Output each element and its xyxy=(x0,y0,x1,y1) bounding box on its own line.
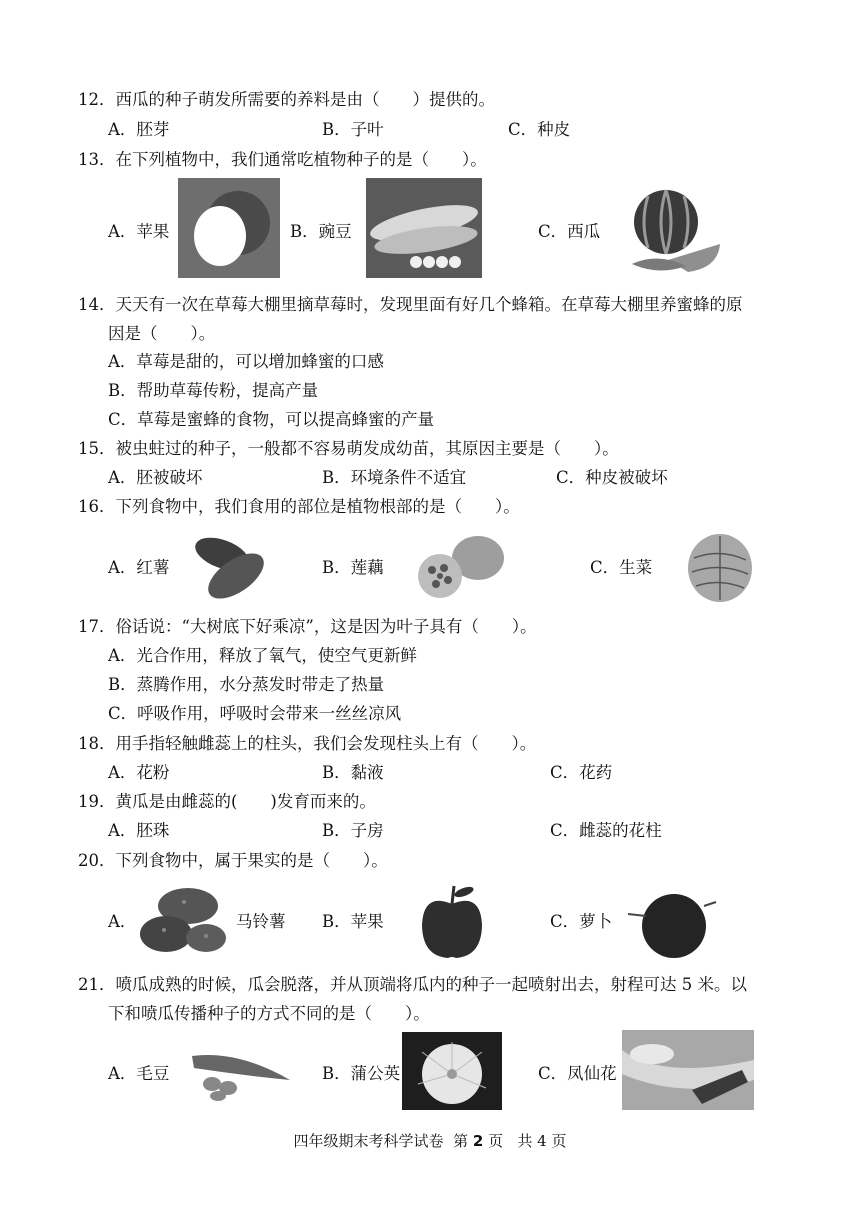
question-15-stem: 15．被虫蛀过的种子，一般都不容易萌发成幼苗，其原因主要是（ ）。 xyxy=(78,439,619,458)
question-18-option-b: B．黏液 xyxy=(322,763,384,782)
sweet-potato-image xyxy=(188,528,274,600)
question-18-option-a: A．花粉 xyxy=(108,763,170,782)
question-13-stem: 13．在下列植物中，我们通常吃植物种子的是（ ）。 xyxy=(78,150,487,169)
question-19-option-a: A．胚珠 xyxy=(108,821,170,840)
footer-exam-title: 四年级期末考科学试卷 xyxy=(293,1132,444,1150)
question-13-option-c: C．西瓜 xyxy=(538,222,601,241)
question-19-stem: 19．黄瓜是由雌蕊的( )发育而来的。 xyxy=(78,792,376,811)
footer-page-pre: 第 xyxy=(453,1132,469,1150)
question-20-option-a: A． xyxy=(108,912,137,931)
question-15-option-b: B．环境条件不适宜 xyxy=(322,468,467,487)
question-12-option-a: A．胚芽 xyxy=(108,120,170,139)
lotus-root-image xyxy=(408,528,512,602)
question-21-stem-line2: 下和喷瓜传播种子的方式不同的是（ ）。 xyxy=(108,1004,430,1023)
question-17-option-b: B．蒸腾作用，水分蒸发时带走了热量 xyxy=(108,675,385,694)
question-17-stem: 17．俗话说：“大树底下好乘凉”，这是因为叶子具有（ ）。 xyxy=(78,617,537,636)
question-16-option-c: C．生菜 xyxy=(590,558,653,577)
question-12-stem: 12．西瓜的种子萌发所需要的养料是由（ ）提供的。 xyxy=(78,90,495,109)
question-13-option-a: A．苹果 xyxy=(108,222,170,241)
question-16-stem: 16．下列食物中，我们食用的部位是植物根部的是（ ）。 xyxy=(78,497,520,516)
lettuce-image xyxy=(684,528,754,606)
question-17-option-c: C．呼吸作用，呼吸时会带来一丝丝凉风 xyxy=(108,704,402,723)
question-14-option-c: C．草莓是蜜蜂的食物，可以提高蜂蜜的产量 xyxy=(108,410,435,429)
question-20-stem: 20．下列食物中，属于果实的是（ ）。 xyxy=(78,851,388,870)
question-17-option-a: A．光合作用，释放了氧气，使空气更新鲜 xyxy=(108,646,417,665)
question-13-option-b: B．豌豆 xyxy=(290,222,352,241)
radish-image xyxy=(624,886,718,960)
page-footer xyxy=(0,1130,860,1151)
question-21-option-a: A．毛豆 xyxy=(108,1064,170,1083)
question-20-option-b: B．苹果 xyxy=(322,912,384,931)
question-14-option-b: B．帮助草莓传粉，提高产量 xyxy=(108,381,319,400)
footer-total-pages: 共 4 页 xyxy=(517,1132,567,1150)
potato-image xyxy=(136,884,228,960)
question-18-option-c: C．花药 xyxy=(550,763,613,782)
question-12-option-b: B．子叶 xyxy=(322,120,384,139)
question-14-stem-line2: 因是（ ）。 xyxy=(108,324,216,343)
question-21-option-b: B．蒲公英 xyxy=(322,1064,401,1083)
footer-page-number: 2 xyxy=(472,1132,484,1150)
question-18-stem: 18．用手指轻触雌蕊上的柱头，我们会发现柱头上有（ ）。 xyxy=(78,734,537,753)
question-21-stem-line1: 21．喷瓜成熟的时候，瓜会脱落，并从顶端将瓜内的种子一起喷射出去，射程可达 5 米。以 xyxy=(78,975,747,994)
question-20-option-c: C．萝卜 xyxy=(550,912,613,931)
question-20-option-a-label: 马铃薯 xyxy=(236,912,286,931)
footer-page-post: 页 xyxy=(488,1132,504,1150)
pea-image xyxy=(366,178,482,278)
question-16-option-a: A．红薯 xyxy=(108,558,170,577)
question-15-option-c: C．种皮被破坏 xyxy=(556,468,668,487)
question-14-option-a: A．草莓是甜的，可以增加蜂蜜的口感 xyxy=(108,352,384,371)
apple-image-2 xyxy=(414,882,490,962)
question-19-option-c: C．雌蕊的花柱 xyxy=(550,821,662,840)
question-16-option-b: B．莲藕 xyxy=(322,558,384,577)
question-21-option-c: C．凤仙花 xyxy=(538,1064,617,1083)
apple-image xyxy=(178,178,280,278)
soybean-image xyxy=(188,1046,294,1102)
question-14-stem-line1: 14．天天有一次在草莓大棚里摘草莓时，发现里面有好几个蜂箱。在草莓大棚里养蜜蜂的原 xyxy=(78,295,743,314)
question-12-option-c: C．种皮 xyxy=(508,120,571,139)
watermelon-image xyxy=(628,182,722,278)
question-15-option-a: A．胚被破坏 xyxy=(108,468,203,487)
impatiens-image xyxy=(622,1030,754,1110)
question-19-option-b: B．子房 xyxy=(322,821,384,840)
dandelion-image xyxy=(402,1032,502,1110)
